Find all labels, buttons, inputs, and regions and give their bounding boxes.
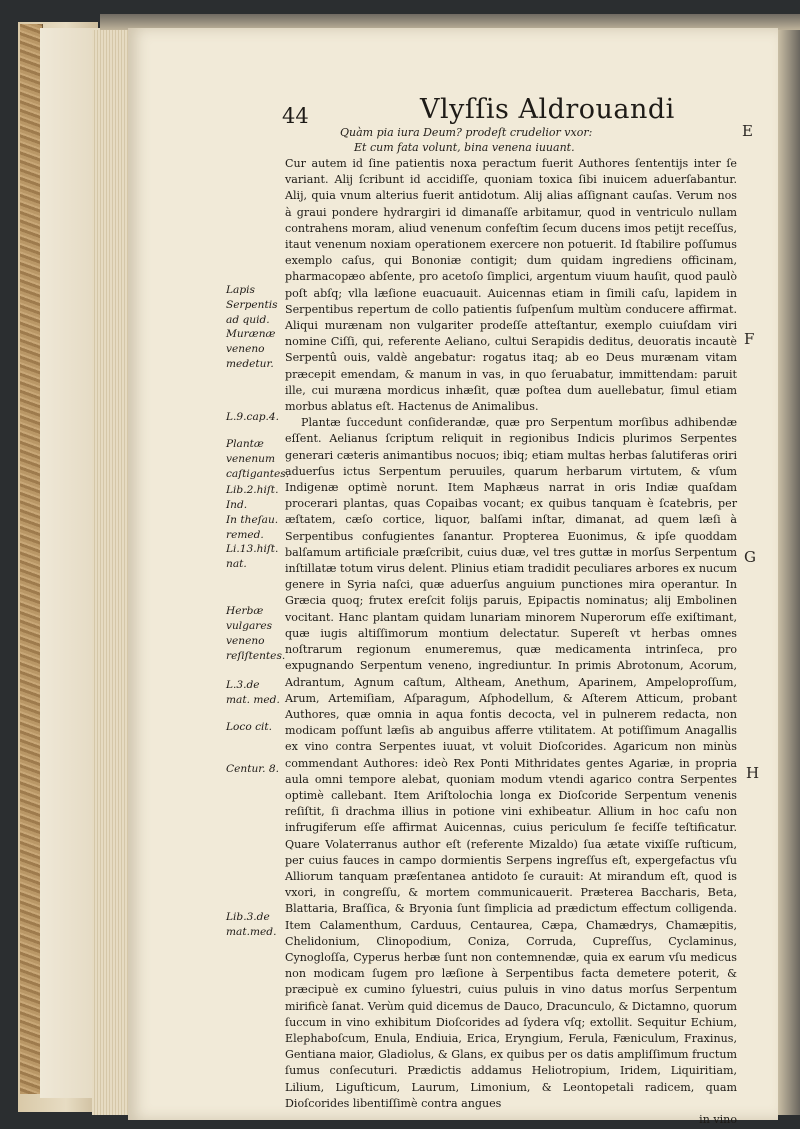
margin-note-ref-5: L.3.de mat. med.: [226, 679, 280, 706]
right-page-shadow: [778, 30, 800, 1115]
margin-note-murena: Murænæ veneno medetur.: [226, 328, 276, 370]
verse-quotation: [340, 125, 720, 155]
margin-note-plantae: Plantæ venenum caſtigantes.: [226, 438, 290, 480]
page-number: 44: [282, 104, 309, 128]
margin-note-ref-6: Lib.3.de mat.med.: [226, 911, 277, 938]
body-text: [285, 156, 737, 1128]
verse-line-1: Quàm pia iura Deum? prodeſt crudelior vxor:: [340, 126, 593, 139]
section-letter-h: H: [746, 764, 760, 782]
margin-note-ref-1: L.9.cap.4.: [226, 411, 280, 423]
margin-note-ref-4: Li.13.hiſt. nat.: [226, 543, 279, 570]
book-gutter: [40, 28, 100, 1098]
catchword: in vino: [699, 1112, 737, 1126]
margin-note-ref-3: In theſau. remed.: [226, 514, 279, 541]
section-letter-f: F: [744, 330, 755, 348]
margin-note-herbae: Herbæ vulgares veneno reſiſtentes.: [226, 605, 286, 662]
margin-note-loco: Loco cit.: [226, 721, 273, 733]
margin-note-ref-2: Lib.2.hiſt. Ind.: [226, 484, 279, 511]
margin-note-lapis: Lapis Serpentis ad quid.: [226, 284, 278, 326]
verse-line-2: Et cum fata volunt, bina venena iuuant.: [354, 141, 575, 154]
paragraph-1: Cur autem id ſine patientis noxa peractum fuerit Authores ſententijs inter ſe variant. Alij ſcribunt id accidiſſe, quoniam toxica ſibi inuicem aduerſabantur. Alij, quia vnum alterius fuerit antidotum. Alij alias aſſignant cauſas. Verum nos à graui pondere hydrargiri id dimanaſſe arbitamur, quod in ventriculo nullam contrahens moram, aliud venenum confeſtim ſecum ducens imos petijt receſſus, itaut venenum noxiam operationem exercere non potuerit. Id ſtabilire poſſumus exemplo caſus, qui Bononiæ contigit; dum quidam ingrediens officinam, pharmacopæo abſente, pro acetoſo ſimplici, argentum viuum hauſit, quod paulò poſt abſq; vlla læſione euacuauit. Auicennas etiam in ſimili caſu, lapidem in Serpentibus repertum de collo patientis ſuſpenſum multùm conducere affirmat. Aliqui murænam non vulgariter prodeſſe atteſtantur, exemplo cuiuſdam viri nomine Ciſſi, qui, referente Aeliano, cultui Serapidis deditus, deuoratis incautè Serpentû ouis, valdè angebatur: rogatus itaq; ab eo Deus murænam vitam præcepit emendam, & manum in vas, in quo ſeruabatur, immittendam: paruit ille, cui muræna mordicus inhæſit, quæ poſtea dum auellebatur, ſimul etiam morbus ablatus eſt. Hactenus de Animalibus.: [285, 157, 737, 414]
margin-note-centur: Centur. 8.: [226, 763, 280, 775]
paragraph-2: Plantæ ſuccedunt conſiderandæ, quæ pro Serpentum morſibus adhibendæ eſſent. Aelianus ſcriptum reliquit in regionibus Indicis plurimos Serpentes generari cæteris animantibus nocuos; ibiq; etiam multas herbas ſalutiferas oriri aduerſus ictus Serpentum peruuiles, quarum herbarum virtutem, & vſum Indigenæ optimè norunt. Item Maphæus narrat in oris Indiæ quaſdam procerari plantas, quas Copaibas vocant; ex quibus tanquam è ſcatebris, per æſtatem, cæſo cortice, liquor, balſami inſtar, dimanat, ad quem læſi à Serpentibus confugientes ſanantur. Propterea Euonimus, & ipſe quoddam balſamum artificiale præſcribit, cuius duæ, vel tres guttæ in morſus Serpentum inſtillatæ totum virus delent. Plinius etiam tradidit peculiares arbores ex nucum genere in Syria naſci, quæ aduerſus anguium punctiones mira operantur. In Græcia quoq; frutex ereſcit folijs paruis, Epipactis nominatus; alij Embolinen vocitant. Hanc plantam quidam lunariam minorem Nuperorum eſſe exiſtimant, quæ iugis altiſſimorum montium delectatur. Supereſt vt herbas omnes noſtrarum regionum enumeremus, quæ medicamenta intrinſeca, pro expugnando Serpentum veneno, ingrediuntur. In primis Abrotonum, Acorum, Adrantum, Agnum caſtum, Altheam, Anethum, Aparinem, Ampeloproſſum, Arum, Artemiſiam, Aſparagum, Aſphodellum, & Aſterem Atticum, probant Authores, quæ omnia in aqua fontis decocta, vel in pulnerem redacta, non modicam poſſunt læſis ab anguibus afferre vtilitatem. At potiſſimum Anagallis ex vino contra Serpentes iuuat, vt voluit Dioſcorides. Agaricum non minùs commendant Authores: ideò Rex Ponti Mithridates gentes Agariæ, in propria aula omni tempore alebat, quoniam modum vtendi agarico contra Serpentes optimè callebant. Item Ariſtolochia longa ex Dioſcoride Serpentum venenis reſiſtit, ſi drachma illius in potione vini exhibeatur. Allium in hoc caſu non infrugiferum eſſe affirmat Auicennas, cuius periculum ſe feciſſe teſtificatur. Quare Volaterranus author eſt (referente Mizaldo) ſua ætate vixiſſe ruſticum, per cuius fauces in campo dormientis Serpens ingreſſus eſt, expergefactus vſu Alliorum tanquam præſentanea antidoto ſe curauit: At mirandum eſt, quod is vxori, in congreſſu, & mortem communicauerit. Præterea Baccharis, Beta, Blattaria, Braſſica, & Bryonia ſunt ſimplicia ad prædictum effectum colligenda. Item Calamenthum, Carduus, Centaurea, Cæpa, Chamædrys, Chamæpitis, Chelidonium, Clinopodium, Coniza, Corruda, Cupreſſus, Cyclaminus, Cynogloſſa, Cyperus herbæ ſunt non contemnendæ, quia ex earum vſu medicus non modicam ſugem pro læſione à Serpentibus facta demetere poterit, & præcipuè ex cumino ſyluestri, cuius puluis in vino datus morſus Serpentum mirificè ſanat. Verùm quid dicemus de Dauco, Dracunculo, & Dictamno, quorum ſuccum in vino exhibitum Dioſcorides ad ſydera vſq; extollit. Sequitur Echium, Elephaboſcum, Enula, Endiuia, Erica, Eryngium, Ferula, Fæniculum, Fraxinus, Gentiana maior, Gladiolus, & Glans, ex quibus per os datis ampliſſimum fructum ſumus conſecuturi. Prædictis addamus Heliotropium, Iridem, Liquiritiam, Lilium, Liguſticum, Laurum, Limonium, & Leontopetali radicem, quam Dioſcorides libentiſſimè contra angues: [285, 416, 737, 1110]
page-stack-edges: [92, 30, 132, 1115]
section-letter-e: E: [742, 122, 753, 140]
running-head: Vlyſſis Aldrouandi: [420, 94, 675, 125]
section-letter-g: G: [744, 548, 756, 566]
